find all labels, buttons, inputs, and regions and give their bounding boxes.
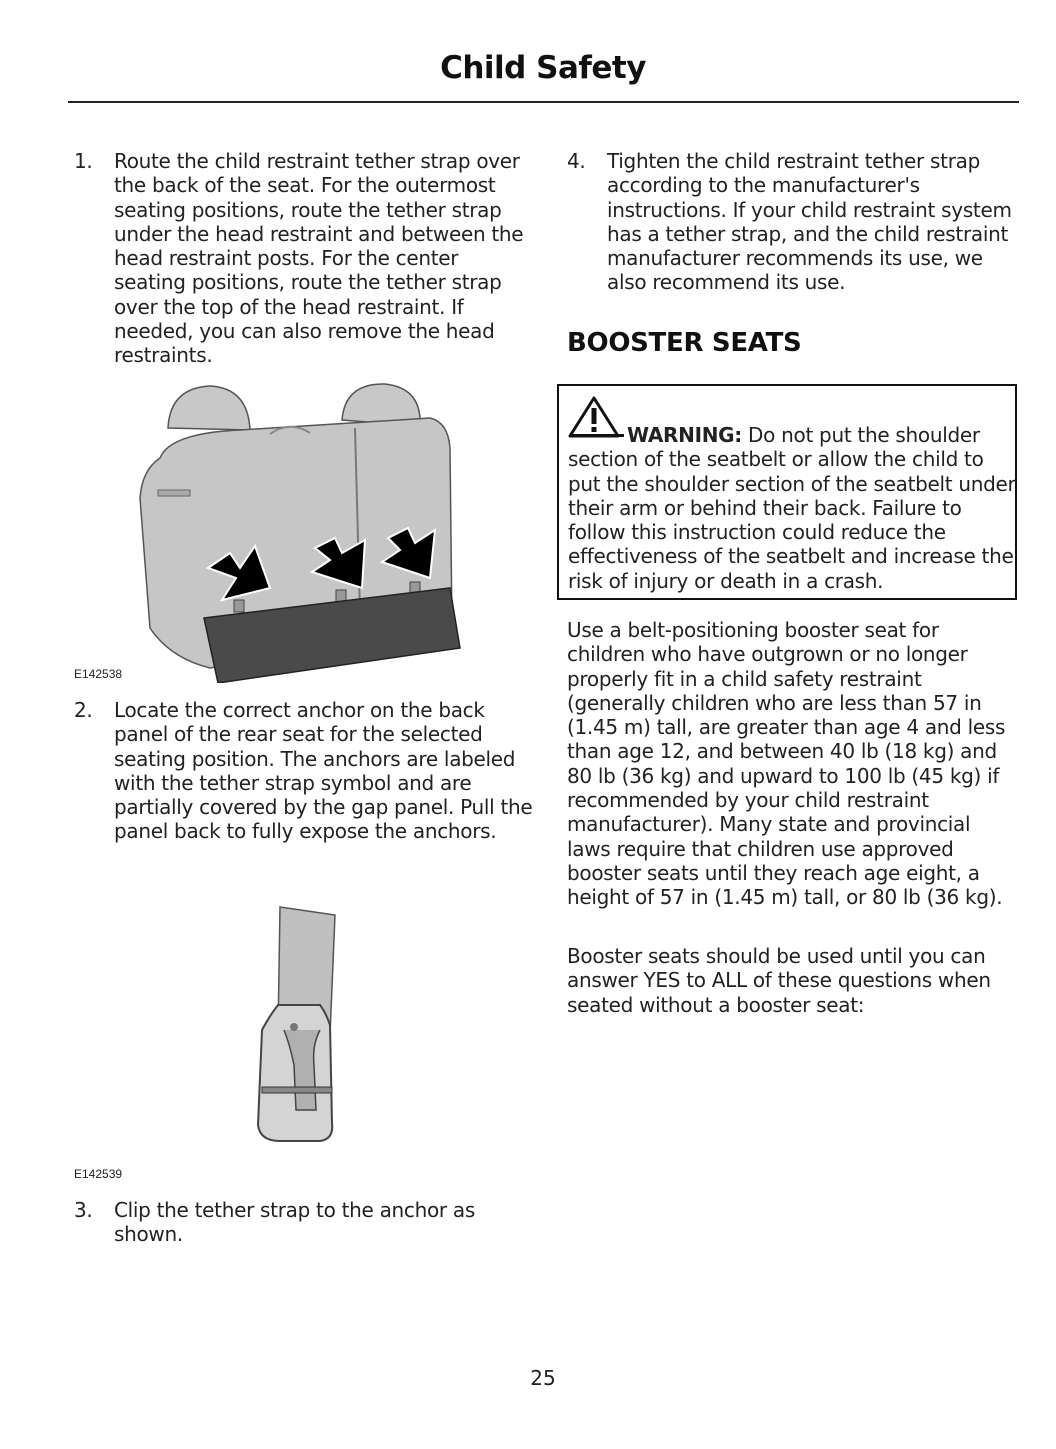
rear-seat-anchors-illustration (130, 378, 470, 683)
section-heading: BOOSTER SEATS (567, 328, 802, 358)
step-1 (74, 149, 534, 368)
warning-body: Do not put the shoulder section of the seatbelt or allow the child to put the shoulder section of the seatbelt under their arm or behind their back. Failure to follow this instruction could reduce the effectiveness of the seatbelt and increase the risk of injury or death in a crash. (568, 423, 1016, 593)
paragraph: Booster seats should be used until you can answer YES to ALL of these questions when seated without a booster seat: (567, 944, 991, 1017)
page-number: 25 (530, 1366, 556, 1390)
step-number: 3. (74, 1198, 93, 1222)
step-2 (74, 698, 534, 844)
page-title: Child Safety (440, 50, 646, 86)
figure-label: E142538 (74, 667, 123, 681)
title-divider (68, 101, 1019, 103)
paragraph: Use a belt-positioning booster seat for children who have outgrown or no longer properly fit in a child safety restraint (generally children who are less than 57 in (1.45 m) tall, are greater than age 4 and less than age 12, and between 40 lb (18 kg) and 80 lb (36 kg) and upward to 100 lb (45 kg) if recommended by your child restraint manufacturer). Many state and provincial laws require that children use approved booster seats until they reach age eight, a height of 57 in (1.45 m) tall, or 80 lb (36 kg). (567, 618, 1006, 910)
figure-label: E142539 (74, 1167, 123, 1181)
warning-label: WARNING: (627, 423, 742, 447)
tether-anchor-figure (250, 905, 345, 1149)
step-3 (74, 1198, 534, 1247)
step-text: Tighten the child restraint tether strap according to the manufacturer's instructions. If your child restraint system has a tether strap, and the child restraint manufacturer recommends its use, we also recommend its use. (607, 149, 1012, 295)
step-number: 4. (567, 149, 586, 173)
step-number: 2. (74, 698, 93, 722)
warning-box (557, 384, 1017, 600)
warning-text (568, 423, 1018, 593)
rear-seat-figure (130, 378, 470, 687)
step-number: 1. (74, 149, 93, 173)
step-text: Route the child restraint tether strap over the back of the seat. For the outermost seating positions, route the tether strap under the head restraint and between the head restraint posts. For the center seating positions, route the tether strap over the top of the head restraint. If needed, you can also remove the head restraints. (114, 149, 524, 368)
tether-anchor-illustration (250, 905, 345, 1145)
step-text: Locate the correct anchor on the back panel of the rear seat for the selected seating position. The anchors are labeled with the tether strap symbol and are partially covered by the gap panel. Pull the panel back to fully expose the anchors. (114, 698, 533, 844)
step-text: Clip the tether strap to the anchor as shown. (114, 1198, 475, 1247)
step-4 (567, 149, 1017, 295)
